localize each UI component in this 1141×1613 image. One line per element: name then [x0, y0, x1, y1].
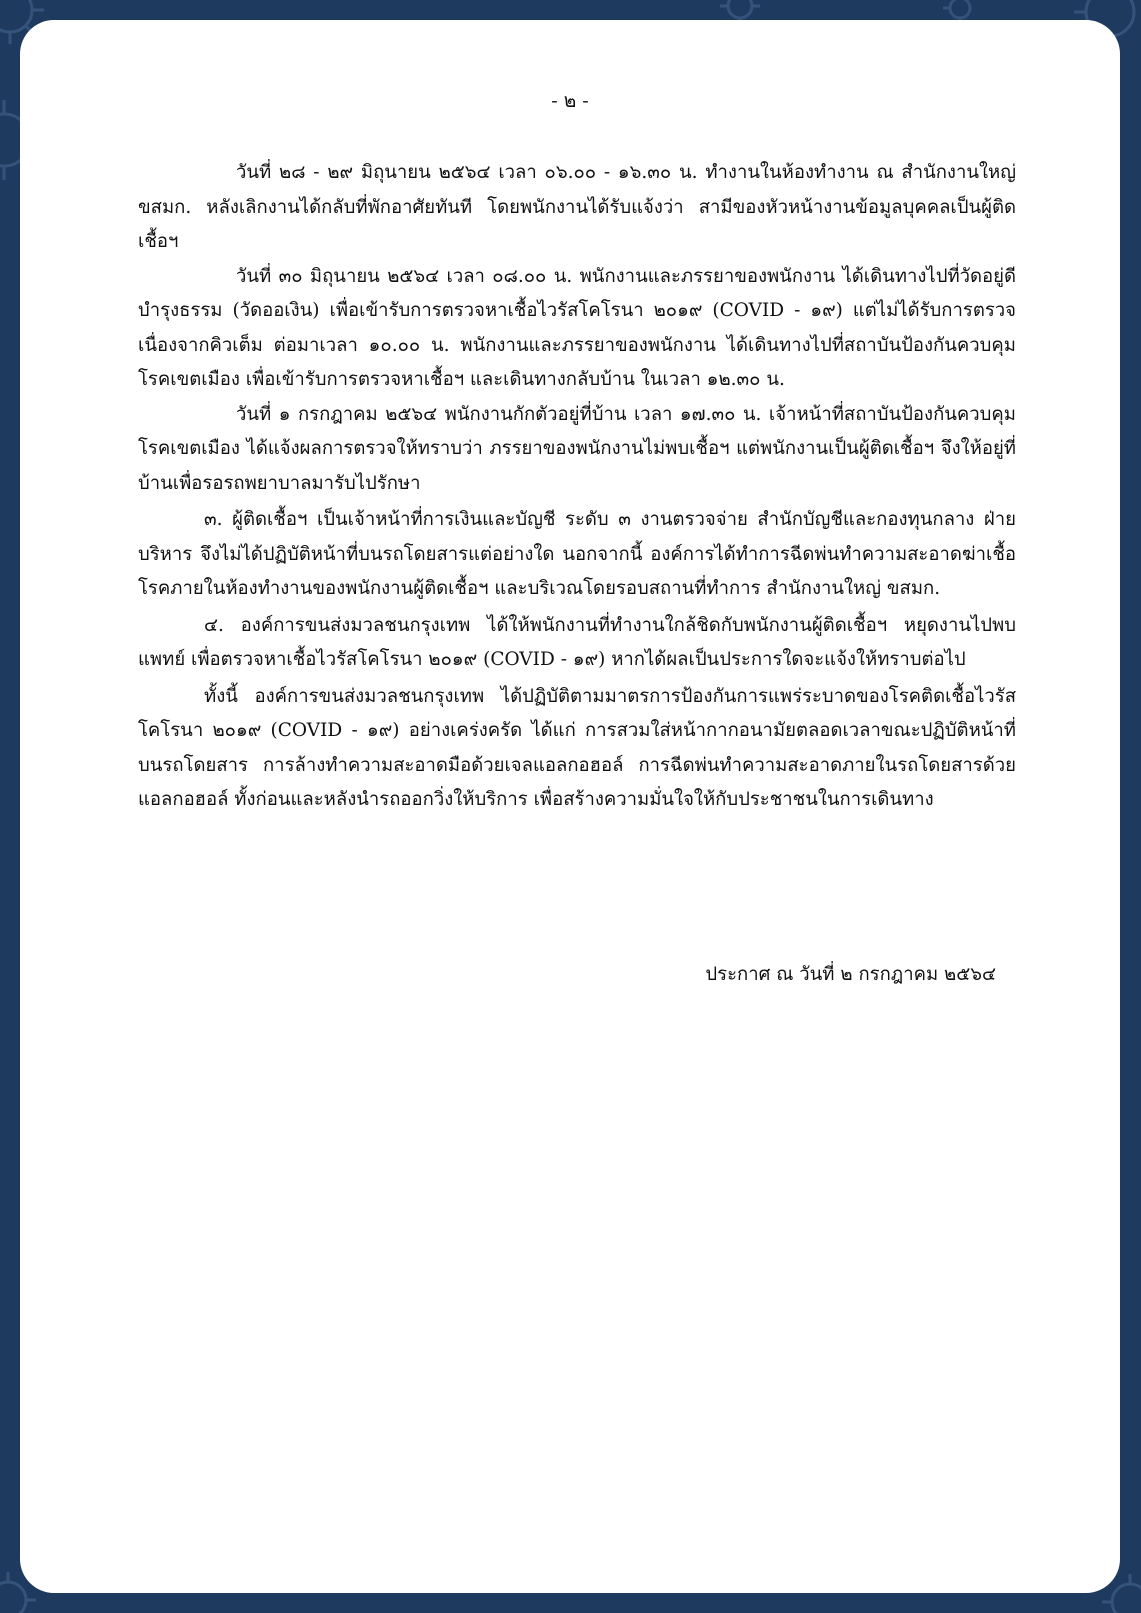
announcement-date: ประกาศ ณ วันที่ ๒ กรกฎาคม ๒๕๖๔: [705, 964, 996, 985]
paragraph-timeline-1-july: วันที่ ๑ กรกฎาคม ๒๕๖๔ พนักงานกักตัวอยู่ที่บ้าน เวลา ๑๗.๓๐ น. เจ้าหน้าที่สถาบันป้องกันควบคุมโรคเขตเมือง ได้แจ้งผลการตรวจให้ทราบว่า ภรรยาของพนักงานไม่พบเชื้อฯ แต่พนักงานเป็นผู้ติดเชื้อฯ จึงให้อยู่ที่บ้านเพื่อรอรถพยาบาลมารับไปรักษา: [138, 403, 1016, 494]
document-page: [20, 20, 1120, 1593]
paragraph-conclusion: ทั้งนี้ องค์การขนส่งมวลชนกรุงเทพ ได้ปฏิบัติตามมาตรการป้องกันการแพร่ระบาดของโรคติดเชื้อไวรัสโคโรนา ๒๐๑๙ (COVID - ๑๙) อย่างเคร่งครัด ได้แก่ การสวมใส่หน้ากากอนามัยตลอดเวลาขณะปฏิบัติหน้าที่บนรถโดยสาร การล้างทำความสะอาดมือด้วยเจลแอลกอฮอล์ การฉีดพ่นทำความสะอาดภายในรถโดยสารด้วยแอลกอฮอล์ ทั้งก่อนและหลังนำรถออกวิ่งให้บริการ เพื่อสร้างความมั่นใจให้กับประชาชนในการเดินทาง: [138, 685, 1016, 810]
paragraph-timeline-28-29-june: วันที่ ๒๘ - ๒๙ มิถุนายน ๒๕๖๔ เวลา ๐๖.๐๐ - ๑๖.๓๐ น. ทำงานในห้องทำงาน ณ สำนักงานใหญ่ ขสมก. หลังเลิกงานได้กลับที่พักอาศัยทันที โดยพนักงานได้รับแจ้งว่า สามีของหัวหน้างานข้อมูลบุคคลเป็นผู้ติดเชื้อฯ: [138, 162, 1016, 252]
paragraph-item-4: ๔. องค์การขนส่งมวลชนกรุงเทพ ได้ให้พนักงานที่ทำงานใกล้ชิดกับพนักงานผู้ติดเชื้อฯ หยุดงานไปพบแพทย์ เพื่อตรวจหาเชื้อไวรัสโคโรนา ๒๐๑๙ (COVID - ๑๙) หากได้ผลเป็นประการใดจะแจ้งให้ทราบต่อไป: [138, 614, 1016, 670]
paragraph-timeline-30-june: วันที่ ๓๐ มิถุนายน ๒๕๖๔ เวลา ๐๘.๐๐ น. พนักงานและภรรยาของพนักงาน ได้เดินทางไปที่วัดอยู่ดีบำรุงธรรม (วัดออเงิน) เพื่อเข้ารับการตรวจหาเชื้อไวรัสโคโรนา ๒๐๑๙ (COVID - ๑๙) แต่ไม่ได้รับการตรวจ เนื่องจากคิวเต็ม ต่อมาเวลา ๑๐.๐๐ น. พนักงานและภรรยาของพนักงาน ได้เดินทางไปที่สถาบันป้องกันควบคุมโรคเขตเมือง เพื่อเข้ารับการตรวจหาเชื้อฯ และเดินทางกลับบ้าน ในเวลา ๑๒.๓๐ น.: [138, 265, 1016, 390]
paragraph-item-3: ๓. ผู้ติดเชื้อฯ เป็นเจ้าหน้าที่การเงินและบัญชี ระดับ ๓ งานตรวจจ่าย สำนักบัญชีและกองทุนกลาง ฝ่ายบริหาร จึงไม่ได้ปฏิบัติหน้าที่บนรถโดยสารแต่อย่างใด นอกจากนี้ องค์การได้ทำการฉีดพ่นทำความสะอาดฆ่าเชื้อโรคภายในห้องทำงานของพนักงานผู้ติดเชื้อฯ และบริเวณโดยรอบสถานที่ทำการ สำนักงานใหญ่ ขสมก.: [138, 509, 1016, 599]
document-body: [138, 156, 1016, 818]
page-number: - ๒ -: [551, 90, 589, 112]
